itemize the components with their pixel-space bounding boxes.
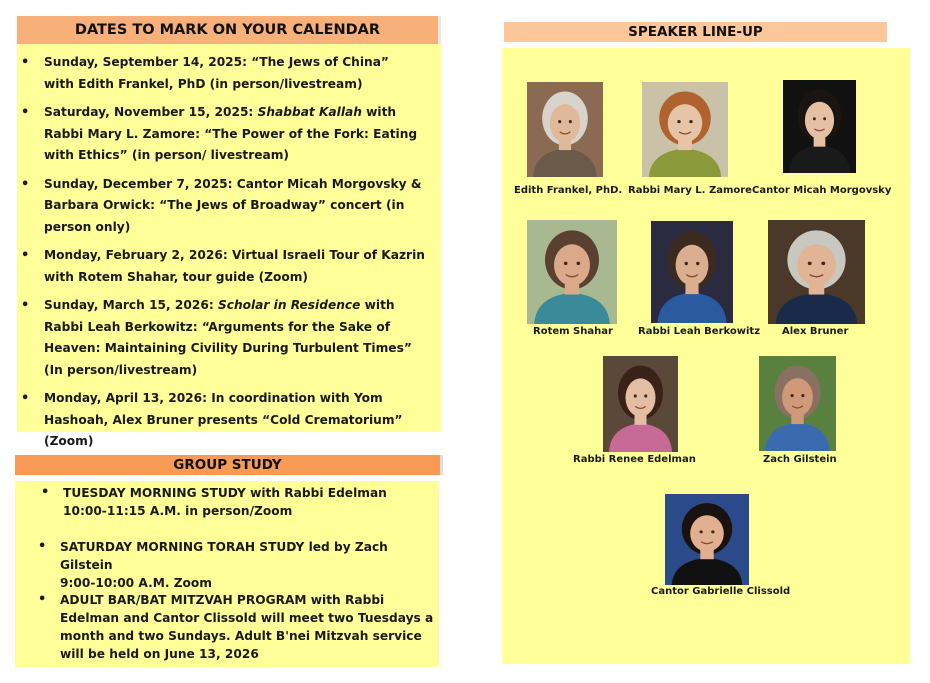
speaker-photo: [603, 356, 678, 452]
event-text: Sunday, March 15, 2026:: [44, 298, 218, 312]
speakers-title: SPEAKER LINE-UP: [628, 24, 763, 40]
study-item: [60, 538, 420, 592]
speaker-name: Rabbi Renee Edelman: [573, 454, 696, 465]
study-item: [63, 484, 393, 520]
study-item-title: • TUESDAY MORNING STUDY with Rabbi Edelman: [63, 486, 387, 500]
speaker-name: Rotem Shahar: [533, 326, 613, 337]
calendar-event: [17, 52, 441, 95]
calendar-event: [17, 174, 441, 239]
calendar-event: [17, 102, 441, 167]
portrait-icon: [603, 356, 678, 452]
portrait-icon: [768, 220, 865, 324]
speaker-name: Edith Frankel, PhD.: [514, 185, 623, 196]
calendar-header: [17, 16, 441, 44]
event-text: with Rabbi Leah Berkowitz: “Arguments for the Sake of Heaven: Maintaining Civility During Turbulent Times” (In person/livestream): [44, 298, 412, 377]
speaker-photo: [783, 80, 856, 173]
event-text: Monday, February 2, 2026: Virtual Israeli Tour of Kazrin with Rotem Shahar, tour guide (Zoom): [44, 248, 425, 284]
speaker-photo: [642, 82, 728, 177]
portrait-icon: [527, 82, 603, 177]
event-text: Monday, April 13, 2026: In coordination with Yom Hashoah, Alex Bruner presents “Cold Crematorium” (Zoom): [44, 391, 403, 448]
calendar-panel: [17, 44, 441, 448]
speakers-header: [504, 22, 887, 42]
event-text-italic: Scholar in Residence: [217, 298, 361, 312]
study-item-title: • SATURDAY MORNING TORAH STUDY led by Zach Gilstein: [60, 540, 388, 572]
speaker-name: Cantor Micah Morgovsky: [752, 185, 892, 196]
study-item-time: 9:00-10:00 A.M. Zoom: [60, 576, 212, 590]
event-text: Saturday, November 15, 2025:: [44, 105, 258, 119]
speaker-photo: [651, 221, 733, 323]
speaker-name: Alex Bruner: [782, 326, 849, 337]
group-study-panel: [15, 481, 439, 667]
portrait-icon: [527, 220, 617, 324]
portrait-icon: [651, 221, 733, 323]
study-item-title: • ADULT BAR/BAT MITZVAH PROGRAM with Rabbi Edelman and Cantor Clissold will meet two Tuesdays a month and two Sundays. Adult B'nei Mitzvah service will be held on June 13, 2026: [60, 593, 434, 661]
speaker-name: Rabbi Mary L. Zamore: [628, 185, 752, 196]
speaker-photo: [759, 356, 836, 451]
event-text: with Rabbi Mary L. Zamore: “The Power of the Fork: Eating with Ethics” (in person/ livestream): [44, 105, 418, 162]
study-item-time: 10:00-11:15 A.M. in person/Zoom: [63, 504, 293, 518]
portrait-icon: [665, 494, 749, 585]
calendar-event: [17, 388, 441, 453]
speaker-name: Rabbi Leah Berkowitz: [638, 326, 761, 337]
speaker-photo: [527, 220, 617, 324]
portrait-icon: [642, 82, 728, 177]
study-item: [60, 591, 435, 663]
event-text-italic: Shabbat Kallah: [257, 105, 362, 119]
portrait-icon: [759, 356, 836, 451]
speaker-name: Zach Gilstein: [763, 454, 837, 465]
group-study-header: [15, 455, 443, 475]
event-text: Sunday, September 14, 2025: “The Jews of China” with Edith Frankel, PhD (in person/livestream): [44, 55, 389, 91]
event-text: Sunday, December 7, 2025: Cantor Micah Morgovsky & Barbara Orwick: “The Jews of Broadway” concert (in person only): [44, 176, 422, 234]
speaker-photo: [665, 494, 749, 585]
calendar-event-list: [17, 44, 441, 453]
group-study-title: GROUP STUDY: [173, 457, 282, 473]
calendar-event: [17, 295, 441, 381]
speaker-photo: [768, 220, 865, 324]
portrait-icon: [783, 80, 856, 173]
speaker-photo: [527, 82, 603, 177]
calendar-event: [17, 245, 441, 288]
calendar-title: DATES TO MARK ON YOUR CALENDAR: [74, 22, 381, 38]
speaker-name: Cantor Gabrielle Clissold: [651, 586, 791, 597]
